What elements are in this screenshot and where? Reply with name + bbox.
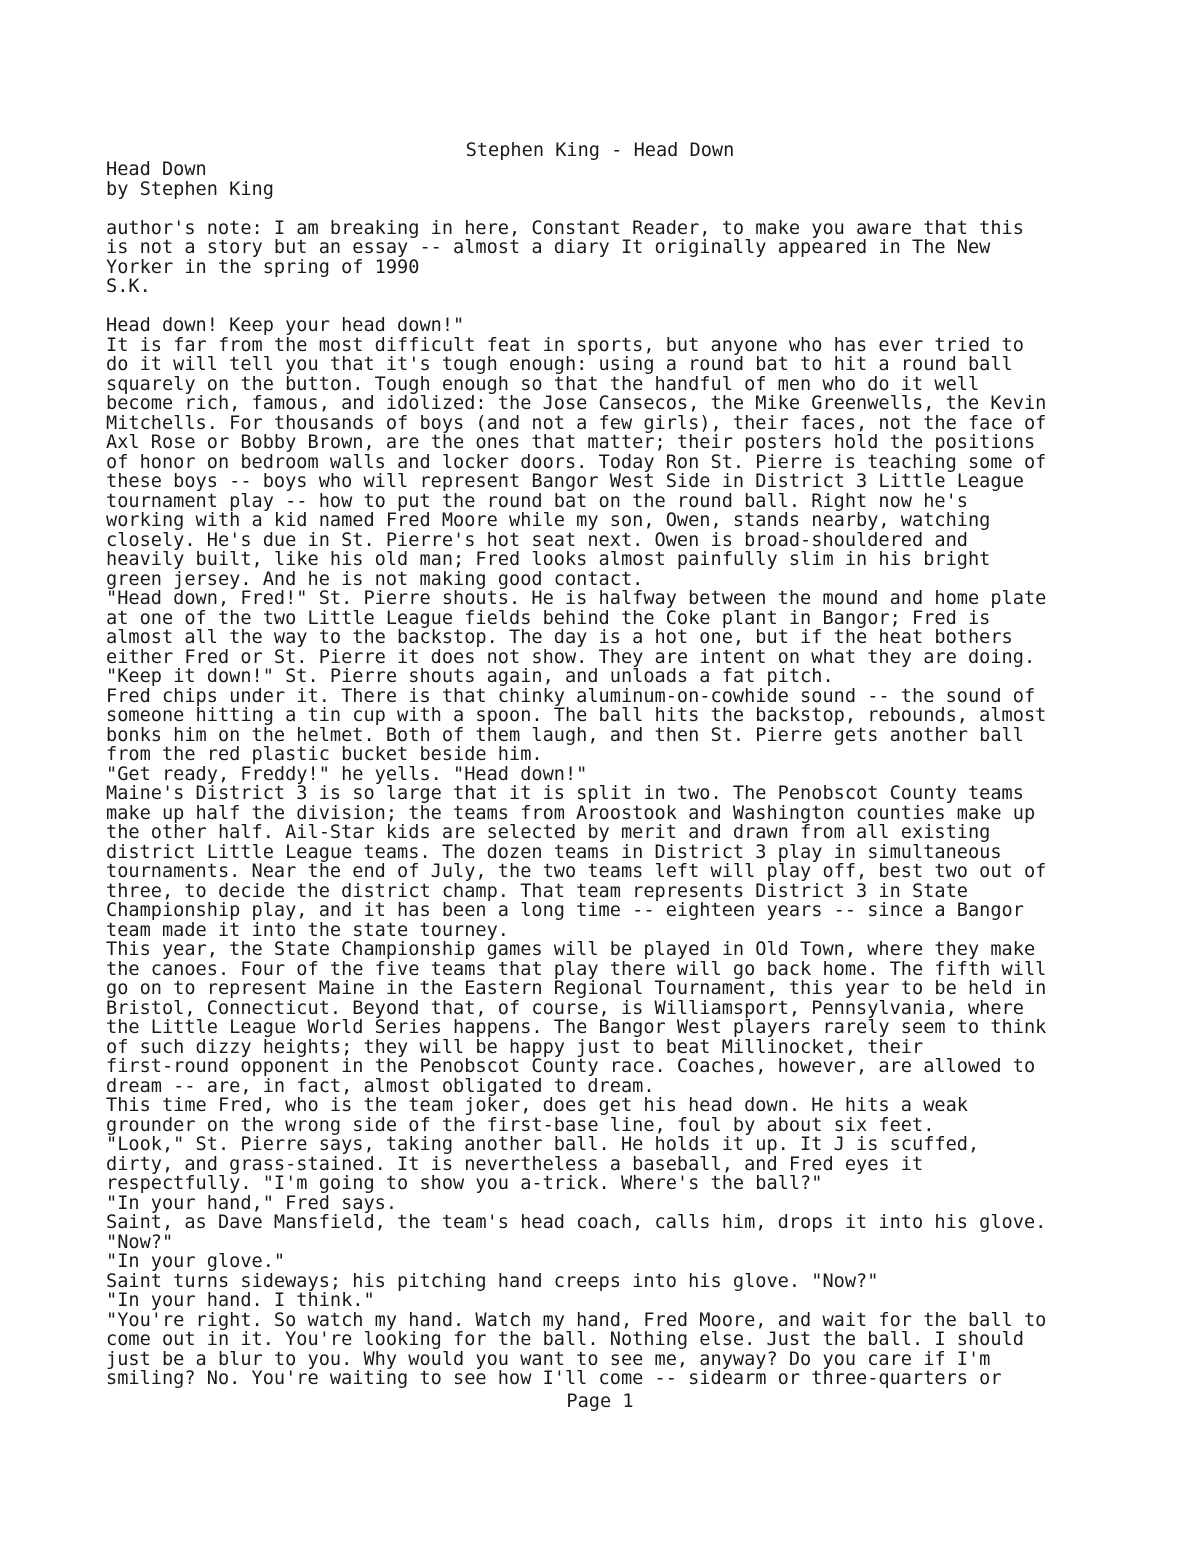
blank-line <box>106 297 1106 317</box>
text-line: "In your hand," Fred says. <box>106 1192 398 1214</box>
author-note-line: Yorker in the spring of 1990 <box>106 256 420 278</box>
text-line: at one of the two Little League fields behind the Coke plant in Bangor; Fred is <box>106 607 991 629</box>
text-line: Axl Rose or Bobby Brown, are the ones that matter; their posters hold the positions <box>106 432 1036 453</box>
essay-text <box>106 316 1106 1389</box>
text-line: This year, the State Championship games will be played in Old Town, where they make <box>106 939 1036 960</box>
text-line: Maine's District 3 is so large that it is split in two. The Penobscot County teams <box>106 783 1024 804</box>
text-line: someone hitting a tin cup with a spoon. The ball hits the backstop, rebounds, almost <box>106 705 1047 726</box>
text-line: "Head down, Fred!" St. Pierre shouts. He is halfway between the mound and home plate <box>106 588 1047 609</box>
text-line: of such dizzy heights; they will be happy just to beat Millinocket, their <box>106 1036 924 1058</box>
author-note-line: is not a story but an essay -- almost a diary It originally appeared in The New <box>106 237 991 258</box>
text-line: go on to represent Maine in the Eastern Regional Tournament, this year to be held in <box>106 978 1047 999</box>
text-line: Fred chips under it. There is that chinky aluminum-on-cowhide sound -- the sound of <box>106 685 1036 707</box>
text-line: This time Fred, who is the team joker, does get his head down. He hits a weak <box>106 1095 968 1116</box>
text-line: the canoes. Four of the five teams that play there will go back home. The fifth will <box>106 958 1047 980</box>
text-line: dream -- are, in fact, almost obligated to dream. <box>106 1075 655 1097</box>
text-line: do it will tell you that it's tough enough: using a round bat to hit a round ball <box>106 354 1013 375</box>
text-line: district Little League teams. The dozen teams in District 3 play in simultaneous <box>106 841 1002 863</box>
text-line: just be a blur to you. Why would you want to see me, anyway? Do you care if I'm <box>106 1348 991 1370</box>
text-line: tournaments. Near the end of July, the two teams left will play off, best two out of <box>106 861 1047 882</box>
text-line: tournament play -- how to put the round bat on the round ball. Right now he's <box>106 490 968 512</box>
text-line: "You're right. So watch my hand. Watch my hand, Fred Moore, and wait for the ball to <box>106 1309 1047 1331</box>
text-line: "Look," St. Pierre says, taking another ball. He holds it up. It J is scuffed, <box>106 1134 980 1155</box>
text-line: make up half the division; the teams from Aroostook and Washington counties make up <box>106 802 1036 824</box>
blank-line <box>106 199 1106 219</box>
document-body <box>106 160 1106 1389</box>
text-line: smiling? No. You're waiting to see how I'll come -- sidearm or three-quarters or <box>106 1368 1002 1389</box>
author-note-line: author's note: I am breaking in here, Constant Reader, to make you aware that this <box>106 217 1024 239</box>
story-title: Head Down <box>106 159 207 180</box>
story-byline: by Stephen King <box>106 178 274 200</box>
author-note-line: S.K. <box>106 276 151 297</box>
text-line: "In your glove." <box>106 1251 286 1272</box>
text-line: Saint, as Dave Mansfield, the team's head coach, calls him, drops it into his glove. <box>106 1212 1047 1233</box>
text-line: three, to decide the district champ. That team represents District 3 in State <box>106 880 968 902</box>
text-line: "Now?" <box>106 1231 174 1253</box>
text-line: heavily built, like his old man; Fred looks almost painfully slim in his bright <box>106 549 991 570</box>
text-line: almost all the way to the backstop. The day is a hot one, but if the heat bothers <box>106 627 1013 648</box>
text-line: respectfully. "I'm going to show you a-trick. Where's the ball?" <box>106 1173 823 1194</box>
author-note <box>106 219 1106 297</box>
text-line: Mitchells. For thousands of boys (and not a few girls), their faces, not the face of <box>106 412 1047 434</box>
text-line: come out in it. You're looking for the ball. Nothing else. Just the ball. I should <box>106 1329 1024 1350</box>
text-line: Head down! Keep your head down!" <box>106 315 465 336</box>
text-line: either Fred or St. Pierre it does not show. They are intent on what they are doing. <box>106 646 1036 668</box>
text-line: Championship play, and it has been a long time -- eighteen years -- since a Bangor <box>106 900 1024 921</box>
text-line: bonks him on the helmet. Both of them laugh, and then St. Pierre gets another ball <box>106 724 1024 746</box>
text-line: team made it into the state tourney. <box>106 919 509 941</box>
text-line: these boys -- boys who will represent Bangor West Side in District 3 Little League <box>106 471 1024 492</box>
text-line: "Get ready, Freddy!" he yells. "Head down!" <box>106 763 588 785</box>
text-line: become rich, famous, and idolized: the Jose Cansecos, the Mike Greenwells, the Kevin <box>106 393 1047 414</box>
text-line: the Little League World Series happens. The Bangor West players rarely seem to think <box>106 1017 1047 1038</box>
text-line: squarely on the button. Tough enough so that the handful of men who do it well <box>106 373 980 395</box>
text-line: dirty, and grass-stained. It is nevertheless a baseball, and Fred eyes it <box>106 1153 924 1175</box>
text-line: Bristol, Connecticut. Beyond that, of course, is Williamsport, Pennsylvania, where <box>106 997 1024 1019</box>
text-line: "Keep it down!" St. Pierre shouts again, and unloads a fat pitch. <box>106 666 834 687</box>
text-line: Saint turns sideways; his pitching hand creeps into his glove. "Now?" <box>106 1270 879 1292</box>
text-line: working with a kid named Fred Moore while my son, Owen, stands nearby, watching <box>106 510 991 531</box>
text-line: the other half. Ail-Star kids are selected by merit and drawn from all existing <box>106 822 991 843</box>
text-line: of honor on bedroom walls and locker doors. Today Ron St. Pierre is teaching some of <box>106 451 1047 473</box>
text-line: from the red plastic bucket beside him. <box>106 744 543 765</box>
text-line: grounder on the wrong side of the first-base line, foul by about six feet. <box>106 1114 935 1136</box>
running-header: Stephen King - Head Down <box>465 140 735 161</box>
text-line: It is far from the most difficult feat in sports, but anyone who has ever tried to <box>106 334 1024 356</box>
page-number: Page 1 <box>566 1391 634 1412</box>
text-line: green jersey. And he is not making good contact. <box>106 568 644 590</box>
text-line: closely. He's due in St. Pierre's hot seat next. Owen is broad-shouldered and <box>106 529 968 551</box>
text-line: "In your hand. I think." <box>106 1290 375 1311</box>
text-line: first-round opponent in the Penobscot County race. Coaches, however, are allowed to <box>106 1056 1036 1077</box>
